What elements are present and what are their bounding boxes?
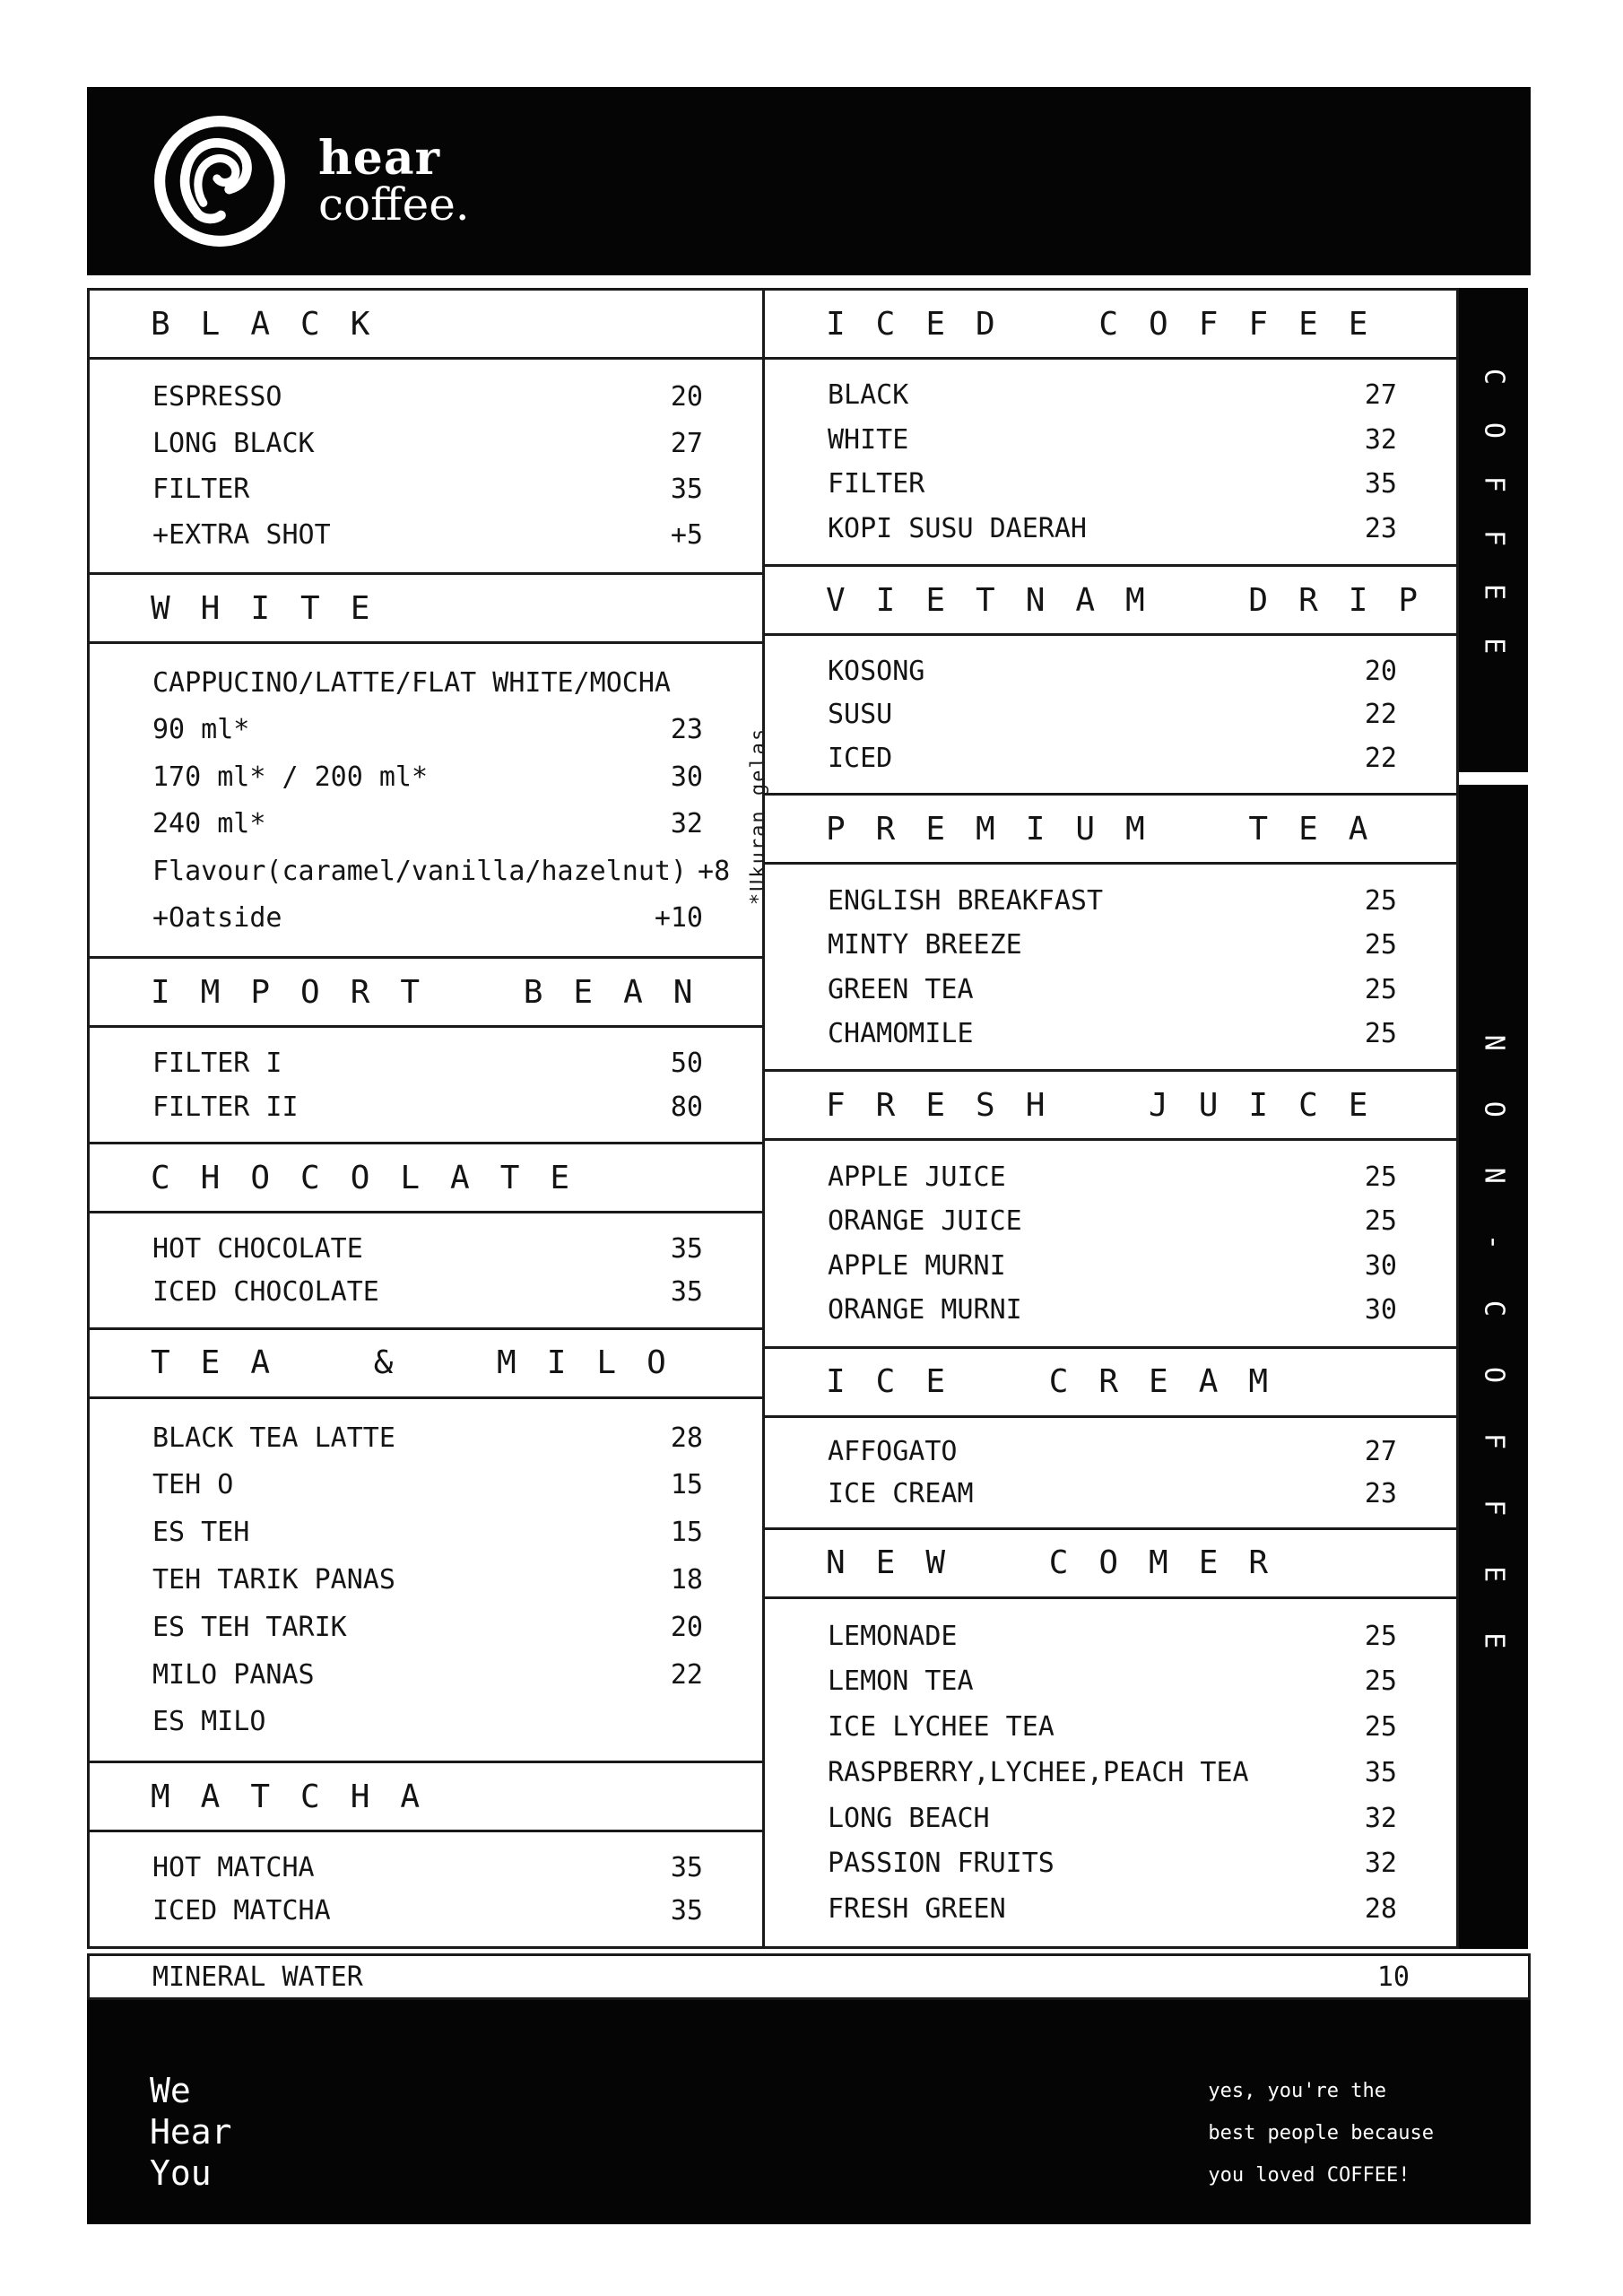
menu-item-row [765, 743, 1456, 774]
menu-item-price: 25 [1364, 929, 1397, 961]
menu-item-label: ESPRESSO [152, 381, 282, 413]
menu-item-row [90, 519, 762, 551]
menu-item-label: MINTY BREEZE [828, 929, 1022, 961]
menu-item-price: 18 [670, 1564, 703, 1596]
menu-item-price: +5 [670, 519, 703, 552]
menu-item-price: 35 [670, 1851, 703, 1883]
menu-item-label: FILTER I [152, 1048, 282, 1080]
menu-item-price: 80 [670, 1091, 703, 1123]
section-header-white [87, 572, 765, 644]
menu-item-price: 15 [670, 1469, 703, 1501]
menu-item-label: ORANGE MURNI [828, 1294, 1022, 1326]
menu-item-label: CAPPUCINO/LATTE/FLAT WHITE/MOCHA [152, 666, 671, 699]
section-items-premium-tea [762, 862, 1459, 1072]
section-title: NEW COMER [826, 1544, 1299, 1582]
section-items-iced-coffee [762, 357, 1459, 567]
section-title: CHOCOLATE [151, 1159, 601, 1196]
menu-item-price: 22 [1364, 742, 1397, 774]
menu-item-row [765, 1665, 1456, 1697]
menu-item-price: 22 [1364, 699, 1397, 731]
menu-item-price: 20 [1364, 655, 1397, 687]
menu-item-label: LONG BEACH [828, 1802, 990, 1834]
menu-item-label: APPLE MURNI [828, 1249, 1006, 1282]
sidebar-coffee-panel [1459, 288, 1528, 772]
footer [87, 2000, 1531, 2224]
glass-size-note: *Ukuran gelas [747, 726, 770, 905]
menu-item-label: LEMONADE [828, 1620, 958, 1652]
menu-item-price: 20 [670, 381, 703, 413]
footer-note-line: yes, you're the [1208, 2080, 1387, 2102]
menu-item-price: 25 [1364, 1665, 1397, 1698]
menu-item-price: 30 [1364, 1294, 1397, 1326]
menu-item-row [765, 1478, 1456, 1509]
menu-item-price: 25 [1364, 973, 1397, 1005]
section-header-black [87, 288, 765, 360]
menu-item-price: 50 [670, 1048, 703, 1080]
menu-item-label: 240 ml* [152, 808, 266, 840]
section-items-black [87, 357, 765, 575]
menu-item-row [90, 1706, 762, 1737]
menu-item-price: 35 [1364, 468, 1397, 500]
footer-slogan-line: We [150, 2071, 191, 2110]
section-header-iced-coffee [762, 288, 1459, 360]
menu-item-row [90, 902, 762, 934]
menu-item-price: 23 [670, 714, 703, 746]
menu-item-label: 170 ml* / 200 ml* [152, 761, 429, 793]
menu-item-row [765, 1803, 1456, 1834]
menu-item-row [90, 1048, 762, 1079]
section-title: ICE CREAM [826, 1363, 1299, 1401]
menu-item-row [765, 885, 1456, 917]
menu-item-row [90, 667, 762, 699]
menu-item-row [90, 1422, 762, 1454]
menu-item-price: +10 [654, 902, 703, 935]
menu-item-label: WHITE [828, 423, 909, 456]
section-title: TEA & MILO [151, 1344, 697, 1382]
menu-item-label: ENGLISH BREAKFAST [828, 884, 1104, 917]
menu-item-price: 32 [1364, 1848, 1397, 1880]
menu-item-label: BLACK TEA LATTE [152, 1422, 395, 1454]
menu-item-row [765, 1621, 1456, 1652]
menu-item-label: ICE CREAM [828, 1477, 974, 1509]
sidebar-coffee-label: COFFEE [1478, 368, 1509, 692]
menu-item-label: ICED [828, 742, 893, 774]
menu-item-price: 32 [1364, 1802, 1397, 1834]
section-title: IMPORT BEAN [151, 973, 724, 1011]
menu-item-label: HOT MATCHA [152, 1851, 315, 1883]
menu-item-row [90, 1612, 762, 1643]
section-items-chocolate [87, 1211, 765, 1330]
menu-item-price: 30 [1364, 1249, 1397, 1282]
section-items-new-comer [762, 1596, 1459, 1949]
menu-item-row [765, 1294, 1456, 1326]
menu-item-label: ICED CHOCOLATE [152, 1276, 379, 1309]
menu-item-row [765, 1161, 1456, 1193]
menu-item-price: 25 [1364, 1161, 1397, 1193]
menu-item-row [765, 974, 1456, 1005]
menu-column-right [762, 288, 1459, 1949]
menu-item-label: APPLE JUICE [828, 1161, 1006, 1193]
menu-item-price: 35 [670, 473, 703, 505]
menu-item-price: 32 [670, 808, 703, 840]
section-header-matcha [87, 1761, 765, 1832]
menu-item-row [90, 428, 762, 459]
menu-item-row [765, 424, 1456, 456]
section-title: FRESH JUICE [826, 1086, 1399, 1124]
menu-item-price: 35 [670, 1232, 703, 1265]
menu-item-row [90, 761, 762, 793]
menu-item-label: +EXTRA SHOT [152, 519, 331, 552]
menu-item-label: FILTER [152, 473, 250, 505]
logo-header [87, 87, 1531, 275]
section-title: ICED COFFEE [826, 305, 1399, 343]
menu-item-row [765, 1018, 1456, 1049]
menu-item-price: 32 [1364, 423, 1397, 456]
menu-item-price: 27 [1364, 379, 1397, 412]
section-title: MATCHA [151, 1778, 451, 1815]
menu-item-price: 28 [1364, 1893, 1397, 1926]
menu-item-row [765, 379, 1456, 411]
menu-item-row [90, 856, 762, 887]
sidebar-gap [1459, 772, 1528, 785]
menu-item-row [765, 1205, 1456, 1237]
logo-word-hear: hear [318, 130, 440, 186]
section-header-chocolate [87, 1142, 765, 1213]
menu-item-row [765, 1250, 1456, 1282]
menu-item-price: 27 [1364, 1435, 1397, 1467]
menu-item-label: PASSION FRUITS [828, 1848, 1055, 1880]
menu-item-label: KOPI SUSU DAERAH [828, 512, 1087, 544]
menu-item-price: +8 [698, 855, 731, 887]
menu-item-row [765, 513, 1456, 544]
footer-slogan [150, 2070, 232, 2224]
section-items-white [87, 641, 770, 959]
section-header-import-bean [87, 956, 765, 1028]
menu-item-price: 25 [1364, 1711, 1397, 1744]
menu-item-row [90, 1276, 762, 1308]
menu-item-label: TEH TARIK PANAS [152, 1564, 395, 1596]
menu-item-row [765, 1436, 1456, 1467]
section-items-fresh-juice [762, 1138, 1459, 1348]
footer-slogan-line: Hear [150, 2112, 232, 2152]
menu-item-price: 25 [1364, 1205, 1397, 1238]
menu-item-label: TEH O [152, 1469, 234, 1501]
menu-item-row [765, 1711, 1456, 1743]
menu-item-row [90, 1469, 762, 1500]
menu-item-label: CHAMOMILE [828, 1017, 974, 1049]
menu-item-label: FILTER II [152, 1091, 299, 1123]
section-title: WHITE [151, 589, 401, 627]
section-header-new-comer [762, 1527, 1459, 1599]
footer-note [1208, 2070, 1434, 2224]
menu-item-label: GREEN TEA [828, 973, 974, 1005]
menu-item-price: 28 [670, 1422, 703, 1454]
menu-item-row [765, 929, 1456, 961]
menu-item-price: 22 [670, 1658, 703, 1691]
menu-item-label: RASPBERRY,LYCHEE,PEACH TEA [828, 1756, 1249, 1788]
menu-item-row [90, 1895, 762, 1926]
menu-item-price: 25 [1364, 884, 1397, 917]
menu-item-label: BLACK [828, 379, 909, 412]
menu-item-price: 27 [670, 427, 703, 459]
footer-slogan-line: You [150, 2153, 212, 2193]
footer-note-line: best people because [1208, 2122, 1434, 2144]
section-title: BLACK [151, 305, 401, 343]
category-sidebar [1459, 288, 1528, 1949]
menu-item-row [765, 656, 1456, 687]
menu-item-label: FRESH GREEN [828, 1893, 1006, 1926]
section-items-import-bean [87, 1025, 765, 1144]
section-title: VIETNAM DRIP [826, 581, 1449, 619]
menu-item-label: ICE LYCHEE TEA [828, 1711, 1055, 1744]
menu-content [87, 288, 1531, 1949]
menu-item-label: ES MILO [152, 1706, 266, 1738]
menu-item-row [90, 1233, 762, 1265]
menu-item-row [765, 1848, 1456, 1879]
menu-frame [87, 87, 1531, 2224]
logo-wordmark [318, 130, 470, 231]
menu-item-label: KOSONG [828, 655, 925, 687]
menu-item-row [90, 1517, 762, 1548]
menu-item-price: 35 [1364, 1756, 1397, 1788]
menu-item-row [90, 1659, 762, 1691]
menu-item-row [90, 381, 762, 413]
menu-item-label: Flavour(caramel/vanilla/hazelnut) [152, 855, 688, 887]
sidebar-non-coffee-panel [1459, 785, 1528, 1949]
menu-item-price: 35 [670, 1895, 703, 1927]
menu-item-row [765, 1893, 1456, 1925]
ear-logo-icon [152, 113, 288, 249]
menu-item-label: LEMON TEA [828, 1665, 974, 1698]
sidebar-non-coffee-label: NON-COFFEE [1478, 1034, 1509, 1700]
section-header-vietnam-drip [762, 564, 1459, 636]
menu-item-label: AFFOGATO [828, 1435, 958, 1467]
menu-item-label: +Oatside [152, 902, 282, 935]
menu-item-row [90, 474, 762, 505]
menu-item-price: 15 [670, 1517, 703, 1549]
menu-item-label: ORANGE JUICE [828, 1205, 1022, 1238]
mineral-water-row [87, 1953, 1531, 2000]
menu-item-price: 20 [670, 1611, 703, 1643]
section-items-vietnam-drip [762, 633, 1459, 796]
menu-item-row [765, 468, 1456, 500]
menu-item-label: LONG BLACK [152, 427, 315, 459]
menu-item-row [90, 1564, 762, 1596]
menu-item-label: ES TEH [152, 1517, 250, 1549]
menu-item-row [765, 1757, 1456, 1788]
menu-item-row [90, 808, 762, 839]
menu-item-row [90, 714, 762, 745]
menu-item-row [90, 1852, 762, 1883]
menu-item-price: 25 [1364, 1017, 1397, 1049]
menu-item-price: 25 [1364, 1620, 1397, 1652]
menu-item-label: SUSU [828, 699, 893, 731]
section-items-matcha [87, 1830, 765, 1949]
menu-item-row [765, 699, 1456, 730]
section-header-tea-milo [87, 1327, 765, 1399]
section-items-tea-milo [87, 1396, 765, 1763]
menu-item-row [90, 1091, 762, 1123]
section-header-ice-cream [762, 1346, 1459, 1418]
mineral-water-label: MINERAL WATER [152, 1961, 363, 1993]
mineral-water-price: 10 [1376, 1961, 1410, 1993]
footer-note-line: you loved COFFEE! [1208, 2164, 1410, 2187]
menu-item-price: 35 [670, 1276, 703, 1309]
section-items-ice-cream [762, 1415, 1459, 1530]
menu-item-price: 23 [1364, 512, 1397, 544]
menu-column-left [87, 288, 770, 1949]
menu-item-price: 23 [1364, 1477, 1397, 1509]
menu-item-label: FILTER [828, 468, 925, 500]
menu-item-label: ES TEH TARIK [152, 1611, 347, 1643]
section-header-premium-tea [762, 793, 1459, 865]
menu-item-label: ICED MATCHA [152, 1895, 331, 1927]
menu-item-price: 30 [670, 761, 703, 793]
section-title: PREMIUM TEA [826, 810, 1399, 848]
section-header-fresh-juice [762, 1069, 1459, 1141]
menu-item-label: HOT CHOCOLATE [152, 1232, 363, 1265]
menu-item-label: MILO PANAS [152, 1658, 315, 1691]
menu-item-label: 90 ml* [152, 714, 250, 746]
logo-word-coffee: coffee. [318, 178, 470, 231]
